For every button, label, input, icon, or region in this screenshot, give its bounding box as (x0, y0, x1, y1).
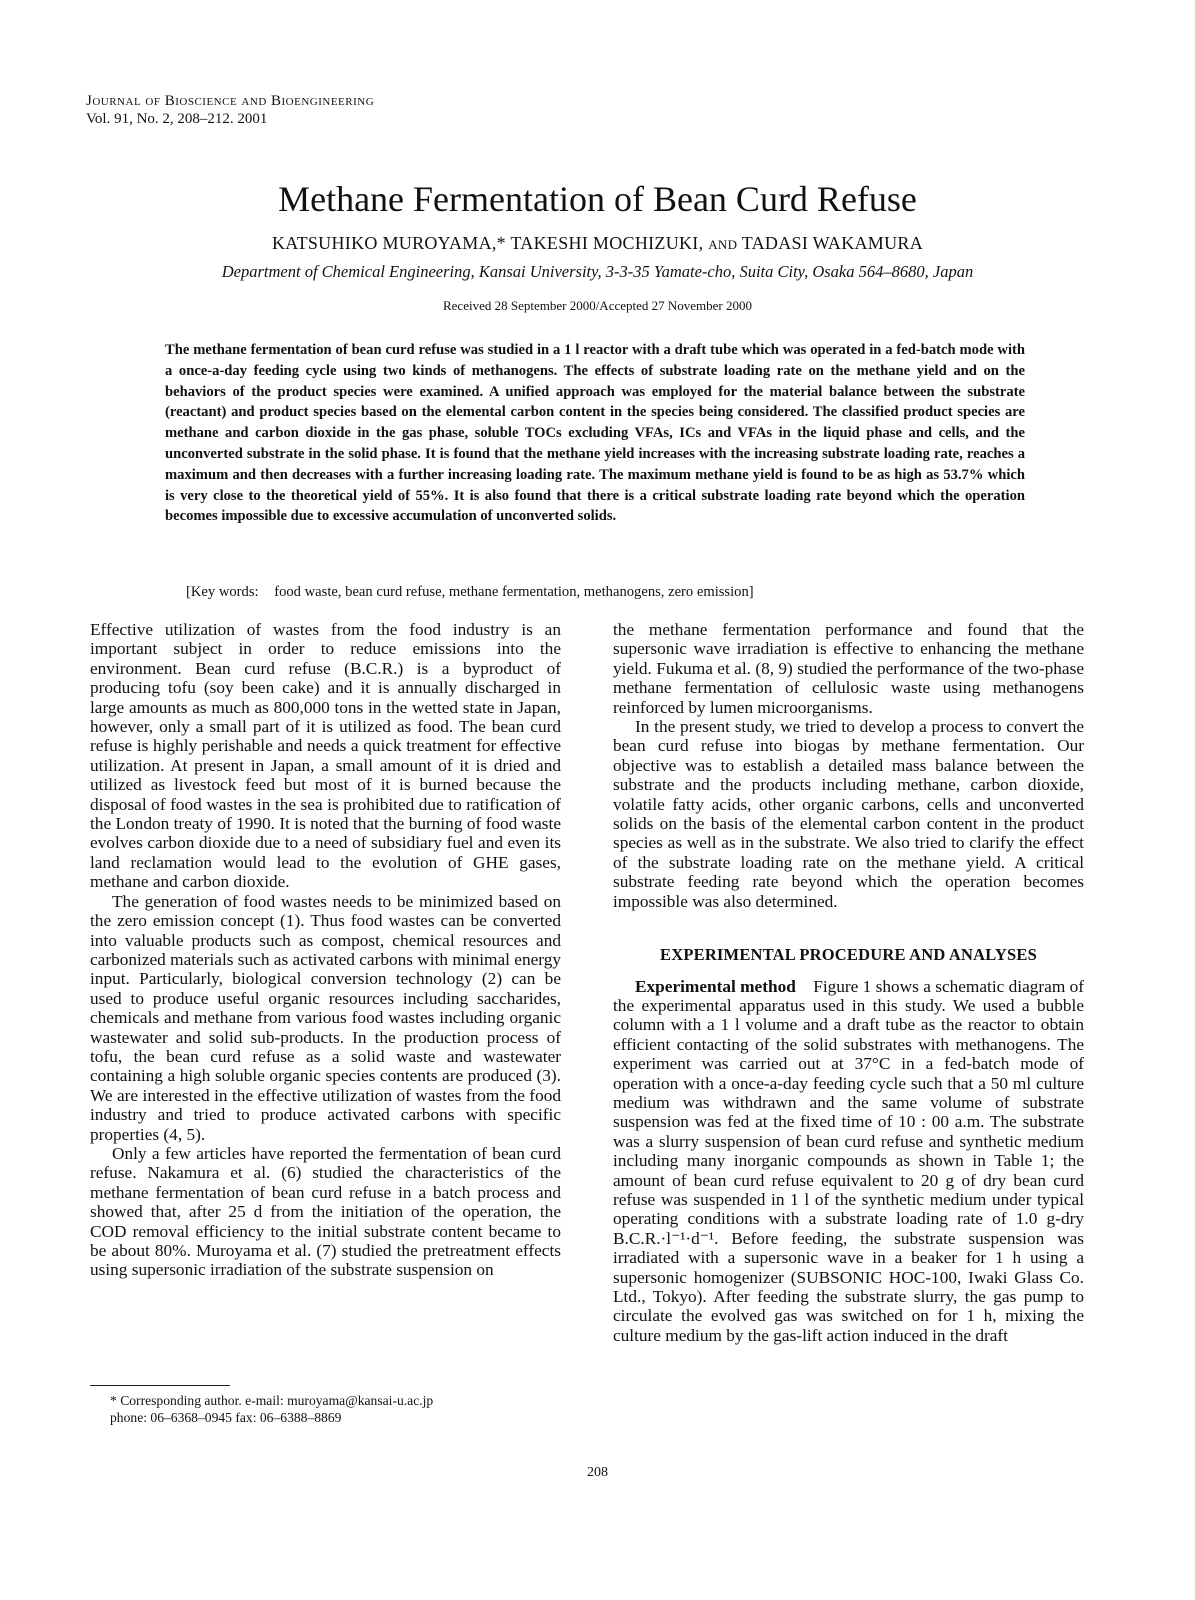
keywords-label: [Key words: (186, 584, 259, 600)
body-paragraph (613, 977, 1084, 1346)
footnote (110, 1392, 570, 1426)
affiliation: Department of Chemical Engineering, Kansai University, 3-3-35 Yamate-cho, Suita City, Osaka 564–8680, Japan (221, 262, 974, 281)
received-dates: Received 28 September 2000/Accepted 27 November 2000 (442, 298, 753, 313)
body-paragraph: The generation of food wastes needs to be minimized based on the zero emission concept (1). Thus food wastes can be converted into valuable products such as compost, chemical resources and carbonized materials such as activated carbons with minimal energy input. Particularly, biological conversion technology (2) can be used to produce useful organic resources including saccharides, chemicals and methane from various food wastes including organic wastewater and solid sub-products. In the production process of tofu, the bean curd refuse as a solid waste and wastewater containing a high soluble organic species contents are produced (3). We are interested in the effective utilization of wastes from the food industry and tried to produce activated carbons with specific properties (4, 5). (90, 891, 561, 1144)
author-last: TADASI WAKAMURA (741, 233, 924, 253)
author-names: KATSUHIKO MUROYAMA,* TAKESHI MOCHIZUKI, (271, 233, 704, 253)
volume-info: Vol. 91, No. 2, 208–212. 2001 (86, 111, 268, 127)
body-paragraph: the methane fermentation performance and found that the supersonic wave irradiation is effective to enhancing the methane yield. Fukuma et al. (8, 9) studied the performance of the two-phase methane fermentation of cellulosic waste using methanogens reinforced by lumen microorganisms. (613, 620, 1084, 717)
footnote-line: phone: 06–6368–0945 fax: 06–6388–8869 (110, 1410, 342, 1425)
footnote-rule (90, 1385, 230, 1386)
paper-title: Methane Fermentation of Bean Curd Refuse (278, 179, 917, 219)
runin-text: Figure 1 shows a schematic diagram of the experimental apparatus used in this study. We used a bubble column with a 1 l volume and a draft tube as the reactor to obtain efficient contacting of the solid substrates with methanogens. The experiment was carried out at 37°C in a fed-batch mode of operation with a once-a-day feeding cycle such that a 50 ml culture medium was withdrawn and the same volume of substrate suspension was fed at the fixed time of 10 : 00 a.m. The substrate was a slurry suspension of bean curd refuse and synthetic medium including many inorganic compounds as shown in Table 1; the amount of bean curd refuse equivalent to 20 g of dry bean curd refuse was suspended in 1 l of the synthetic medium under typical operating conditions with a substrate loading rate of 1.0 g-dry B.C.R.·l⁻¹·d⁻¹. Before feeding, the substrate suspension was irradiated with a supersonic wave in a beaker for 1 h using a supersonic homogenizer (SUBSONIC HOC-100, Iwaki Glass Co. Ltd., Tokyo). After feeding the substrate slurry, the gas pump to circulate the evolved gas was switched on for 1 h, mixing the culture medium by the gas-lift action induced in the draft (613, 976, 1085, 1345)
left-column (90, 620, 561, 1280)
abstract: The methane fermentation of bean curd refuse was studied in a 1 l reactor with a draft tube which was operated in a fed-batch mode with a once-a-day feeding cycle using two kinds of methanogens. The effects of substrate loading rate on the methane yield and on the behaviors of the product species were examined. A unified approach was employed for the material balance between the substrate (reactant) and product species based on the elemental carbon content in the species being considered. The classified product species are methane and carbon dioxide in the gas phase, soluble TOCs excluding VFAs, ICs and VFAs in the liquid phase and cells, and the unconverted substrate in the solid phase. It is found that the methane yield increases with the increasing substrate loading rate, reaches a maximum and then decreases with a further increasing loading rate. The maximum methane yield is found to be as high as 53.7% which is very close to the theoretical yield of 55%. It is also found that there is a critical substrate loading rate beyond which the operation becomes impossible due to excessive accumulation of unconverted solids. (165, 342, 1025, 525)
journal-name: Journal of Bioscience and Bioengineering (86, 93, 375, 109)
body-paragraph: Only a few articles have reported the fermentation of bean curd refuse. Nakamura et al. (6) studied the characteristics of the methane fermentation of bean curd refuse in a batch process and showed that, after 25 d from the initiation of the operation, the COD removal efficiency to the initial substrate content became to be about 80%. Muroyama et al. (7) studied the pretreatment effects using supersonic irradiation of the substrate suspension on (90, 1143, 561, 1280)
body-paragraph: Effective utilization of wastes from the food industry is an important subject in order to reduce emissions into the environment. Bean curd refuse (B.C.R.) is a byproduct of producing tofu (soy been cake) and it is annually discharged in large amounts as much as 800,000 tons in the wetted state in Japan, however, only a small part of it is utilized as food. The bean curd refuse is highly perishable and needs a quick treatment for effective utilization. At present in Japan, a small amount of it is dried and utilized as livestock feed but most of it is burned because the disposal of food wastes in the sea is prohibited due to ratification of the London treaty of 1990. It is noted that the burning of food waste evolves carbon dioxide due to a need of subsidiary fuel and even its land reclamation would lead to the evolution of GHE gases, methane and carbon dioxide. (90, 620, 561, 892)
section-heading: EXPERIMENTAL PROCEDURE AND ANALYSES (660, 945, 1037, 965)
runin-heading: Experimental method (635, 976, 796, 996)
author-list (0, 232, 1195, 256)
right-column (613, 620, 1084, 1345)
footnote-line: * Corresponding author. e-mail: muroyama@kansai-u.ac.jp (110, 1393, 434, 1408)
journal-header (86, 92, 374, 128)
body-paragraph: In the present study, we tried to develop a process to convert the bean curd refuse into biogas by methane fermentation. Our objective was to establish a detailed mass balance between the substrate and the products including methane, carbon dioxide, volatile fatty acids, other organic carbons, cells and unconverted solids on the basis of the elemental carbon content in the product species as well as in the substrate. We also tried to clarify the effect of the substrate loading rate on the methane yield. A critical substrate feeding rate beyond which the operation becomes impossible was also determined. (613, 717, 1084, 911)
keywords-text: food waste, bean curd refuse, methane fermentation, methanogens, zero emission] (274, 584, 754, 600)
author-and: AND (708, 237, 738, 252)
page-number: 208 (587, 1465, 608, 1480)
keywords (186, 583, 1046, 601)
